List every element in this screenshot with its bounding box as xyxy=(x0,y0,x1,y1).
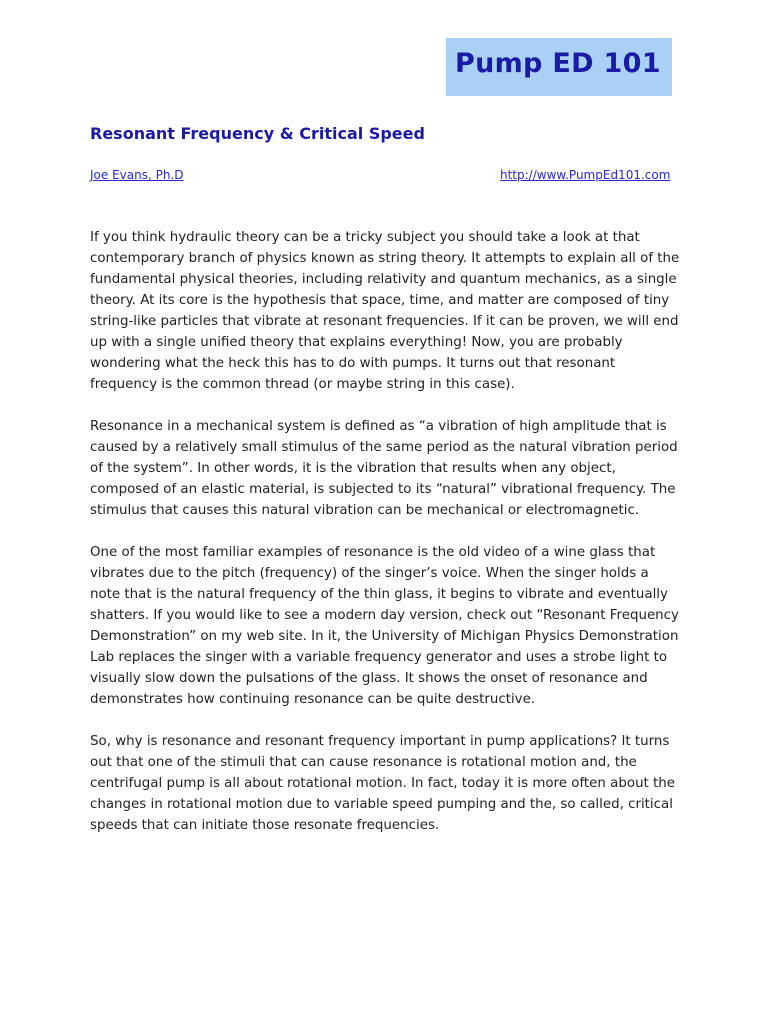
paragraph-4: So, why is resonance and resonant frequency important in pump applications? It turns out that one of the stimuli that can cause resonance is rotational motion and, the centrifugal pump is all about rotational motion. In fact, today it is more often about the changes in rotational motion due to variable speed pumping and the, so called, critical speeds that can initiate those resonate frequencies. xyxy=(90,734,676,833)
paragraph-1: If you think hydraulic theory can be a tricky subject you should take a look at that contemporary branch of physics known as string theory. It attempts to explain all of the fundamental physical theories, including relativity and quantum mechanics, as a single theory. At its core is the hypothesis that space, time, and matter are composed of tiny string-like particles that vibrate at resonant frequencies. If it can be proven, we will end up with a single unified theory that explains everything! Now, you are probably wondering what the heck this has to do with pumps. It turns out that resonant frequency is the common thread (or maybe string in this case). xyxy=(90,230,680,392)
header-badge xyxy=(446,38,672,96)
article-body xyxy=(90,227,680,857)
author-link[interactable]: Joe Evans, Ph.D xyxy=(90,168,184,182)
badge-title: Pump ED 101 xyxy=(455,48,661,79)
article-title: Resonant Frequency & Critical Speed xyxy=(90,124,425,143)
website-link[interactable]: http://www.PumpEd101.com xyxy=(500,168,671,182)
paragraph-3: One of the most familiar examples of resonance is the old video of a wine glass that vibrates due to the pitch (frequency) of the singer’s voice. When the singer holds a note that is the natural frequency of the thin glass, it begins to vibrate and eventually shatters. If you would like to see a modern day version, check out “Resonant Frequency Demonstration” on my web site. In it, the University of Michigan Physics Demonstration Lab replaces the singer with a variable frequency generator and uses a strobe light to visually slow down the pulsations of the glass. It shows the onset of resonance and demonstrates how continuing resonance can be quite destructive. xyxy=(90,545,679,707)
paragraph-2: Resonance in a mechanical system is defined as “a vibration of high amplitude that is caused by a relatively small stimulus of the same period as the natural vibration period of the system”. In other words, it is the vibration that results when any object, composed of an elastic material, is subjected to its “natural” vibrational frequency. The stimulus that causes this natural vibration can be mechanical or electromagnetic. xyxy=(90,419,678,518)
